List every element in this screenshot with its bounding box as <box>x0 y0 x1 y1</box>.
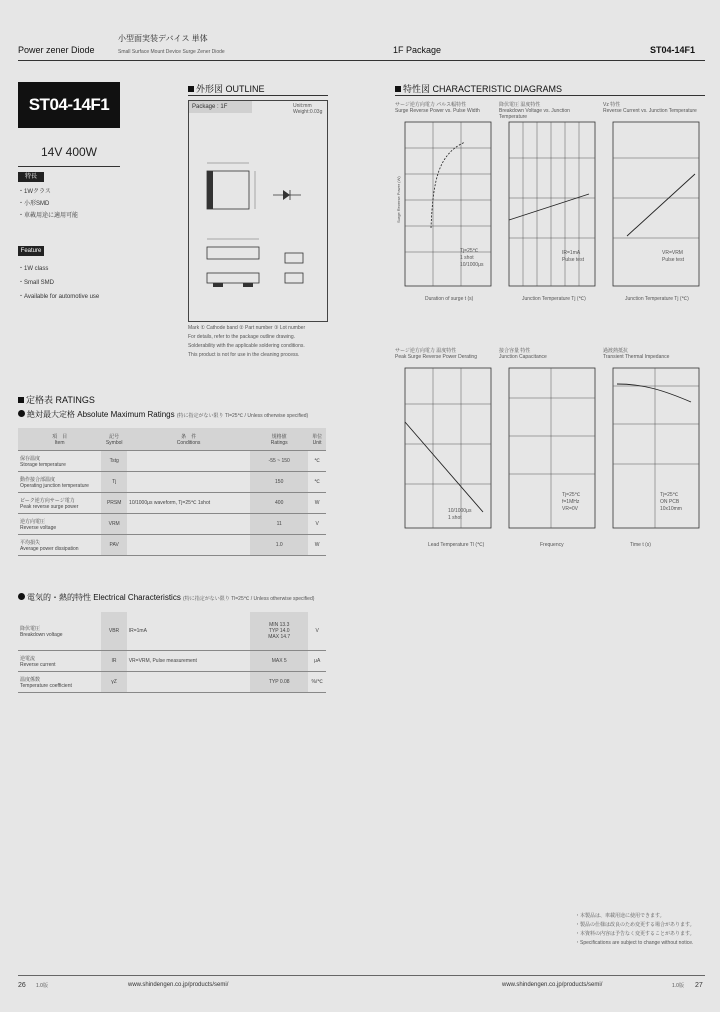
outline-note: Mark ① Cathode band ② Part number ③ Lot number <box>188 325 306 331</box>
diagrams-rule <box>395 95 705 96</box>
header-part: ST04-14F1 <box>650 45 696 55</box>
graph4-title: サージ逆方向電力 温度特性 Peak Surge Reverse Power Derating <box>395 348 477 360</box>
table-row: 降伏電圧 Breakdown voltage VBR IR=1mA MIN 13.3 TYP 14.0 MAX 14.7 V <box>18 612 326 651</box>
header-left-label: Power zener Diode <box>18 45 95 55</box>
footer-left-url[interactable]: www.shindengen.co.jp/products/semi/ <box>128 982 229 988</box>
graph6-legend: Tj=25℃ ON PCB 10x10mm <box>660 492 682 512</box>
outline-notes <box>188 324 328 360</box>
graph4-legend: 10/1000μs 1 shot <box>448 508 472 521</box>
footer-left-page: 26 <box>18 982 26 989</box>
rating-box <box>18 138 120 167</box>
part-number-block <box>18 82 120 128</box>
outline-note: For details, refer to the package outline drawing. <box>188 334 296 340</box>
graph1-title: サージ逆方向電力 パルス幅特性 Surge Reverse Power vs. Pulse Width <box>395 102 480 114</box>
table-header-row: 項 目 Item 記号 Symbol 条 件 Conditions 規格値 Ratings 単位 Unit <box>18 428 326 451</box>
round-bullet-icon <box>18 593 25 600</box>
table-row: 逆電流 Reverse current IR VR=VRM, Pulse measurement MAX 5 μA <box>18 651 326 672</box>
footer-left-mark: 1.0版 <box>36 983 48 989</box>
graph1-curve <box>431 142 465 228</box>
diagrams-title: 特性図 CHARACTERISTIC DIAGRAMS <box>395 82 562 95</box>
features-en-list <box>18 262 99 304</box>
outline-note: This product is not for use in the cleaning process. <box>188 352 300 358</box>
graph6-curve <box>617 384 691 402</box>
outline-note: Solderability with the applicable soldering conditions. <box>188 343 305 349</box>
graph3-xlabel: Junction Temperature Tj (℃) <box>625 296 689 302</box>
feature-en-item: ・1W class <box>18 266 49 272</box>
square-bullet-icon <box>18 397 24 403</box>
abs-max-table <box>18 428 326 556</box>
package-top-view <box>207 171 249 209</box>
part-number-text: ST04-14F1 <box>28 95 110 114</box>
feature-jp-item: ・車載用途に適用可能 <box>18 213 79 219</box>
abs-max-title: 絶対最大定格 Absolute Maximum Ratings (特に指定がない限り Tl=25℃ / Unless otherwise specified) <box>18 409 308 420</box>
graph3-title: Vz 特性 Reverse Current vs. Junction Temperature <box>603 102 697 114</box>
package-label: Package : 1F <box>189 101 252 113</box>
graph4-xlabel: Lead Temperature Tl (℃) <box>428 542 485 548</box>
graph5-capacitance <box>499 364 601 536</box>
ratings-title: 定格表 RATINGS <box>18 393 95 406</box>
feature-jp-item: ・小形SMD <box>18 201 50 207</box>
diode-symbol-icon <box>273 190 301 200</box>
graph2-legend: IR=1mA Pulse test <box>562 250 584 263</box>
graph6-xlabel: Time t (s) <box>630 542 651 548</box>
header-jp-title: 小型面実装デバイス 単体 <box>118 34 208 43</box>
graph6-thermal-impedance <box>603 364 705 536</box>
graph2-xlabel: Junction Temperature Tj (℃) <box>522 296 586 302</box>
footnote: ・Specifications are subject to change without notice. <box>575 940 694 946</box>
package-side-view <box>207 247 259 259</box>
footnote: ・本製品は、車載用途に使用できます。 <box>575 913 665 919</box>
header-rule <box>18 60 705 61</box>
rating-text: 14V 400W <box>40 145 98 159</box>
graph4-line <box>405 422 483 512</box>
electrical-table <box>18 612 326 693</box>
svg-text:Surge Reverse Power (W): Surge Reverse Power (W) <box>396 176 401 223</box>
outline-title: 外形図 OUTLINE <box>188 82 265 95</box>
footnote: ・製品の仕様は改良のため変更する場合があります。 <box>575 922 695 928</box>
graph2-breakdown-vs-temp <box>499 118 601 298</box>
footer-right-mark: 1.0版 <box>672 983 684 989</box>
features-jp-list <box>18 186 78 222</box>
feature-en-item: ・Small SMD <box>18 280 55 286</box>
graph5-xlabel: Frequency <box>540 542 564 548</box>
electrical-title: 電気的・熱的特性 Electrical Characteristics (特に指定がない限り Tl=25℃ / Unless otherwise specified) <box>18 592 314 603</box>
table-row: 逆方向電圧 Reverse voltage VRM 11 V <box>18 514 326 535</box>
package-outline-svg <box>189 101 327 321</box>
table-row: ピーク逆方向サージ電力 Peak reverse surge power PRSM 10/1000μs waveform, Tj=25℃ 1shot 400 W <box>18 493 326 514</box>
graph2-title: 降伏電圧 温度特性 Breakdown Voltage vs. Junction Temperature <box>499 102 570 120</box>
graph1-xlabel: Duration of surge t (s) <box>425 296 474 302</box>
graph3-reverse-current-vs-temp <box>603 118 705 298</box>
footer-right-url[interactable]: www.shindengen.co.jp/products/semi/ <box>502 982 603 988</box>
outline-rule <box>188 95 328 96</box>
header-en-subtitle: Small Surface Mount Device Surge Zener Diode <box>118 49 225 55</box>
table-row: 保存温度 Storage temperature Tstg -55 ~ 150 ℃ <box>18 451 326 472</box>
footnote: ・本資料の内容は予告なく変更することがあります。 <box>575 931 695 937</box>
features-en-badge: Feature <box>18 246 44 256</box>
cathode-band <box>207 171 213 209</box>
square-bullet-icon <box>188 86 194 92</box>
outline-drawing-box <box>188 100 328 322</box>
table-row: 動作接合部温度 Operating junction temperature Tj 150 ℃ <box>18 472 326 493</box>
features-jp-badge: 特長 <box>18 172 44 182</box>
footer-rule <box>18 975 705 976</box>
graph5-title: 接合容量 特性 Junction Capacitance <box>499 348 547 360</box>
graph6-title: 過渡熱抵抗 Transient Thermal Impedance <box>603 348 670 360</box>
graph4-power-derating <box>395 364 497 536</box>
graph5-legend: Tj=25℃ f=1MHz VR=0V <box>562 492 581 512</box>
graph1-legend: Tj=25℃ 1 shot 10/1000μs <box>460 248 484 268</box>
land-pattern <box>285 253 303 263</box>
feature-en-item: ・Available for automotive use <box>18 294 100 300</box>
feature-jp-item: ・1Wクラス <box>18 189 51 195</box>
round-bullet-icon <box>18 410 25 417</box>
graph3-line <box>627 174 695 236</box>
footnotes <box>575 912 695 948</box>
graph1-surge-power-vs-pulse-width <box>395 118 497 308</box>
header-package: 1F Package <box>393 45 442 55</box>
graph3-legend: VR=VRM Pulse test <box>662 250 684 263</box>
table-row: 温度係数 Temperature coefficient γZ TYP 0.08 %/℃ <box>18 672 326 693</box>
table-row: 平均損失 Average power dissipation PAV 1.0 W <box>18 535 326 556</box>
square-bullet-icon <box>395 86 401 92</box>
unit-note: Unit:mm Weight:0.03g <box>293 103 323 115</box>
footer-right-page: 27 <box>695 982 703 989</box>
